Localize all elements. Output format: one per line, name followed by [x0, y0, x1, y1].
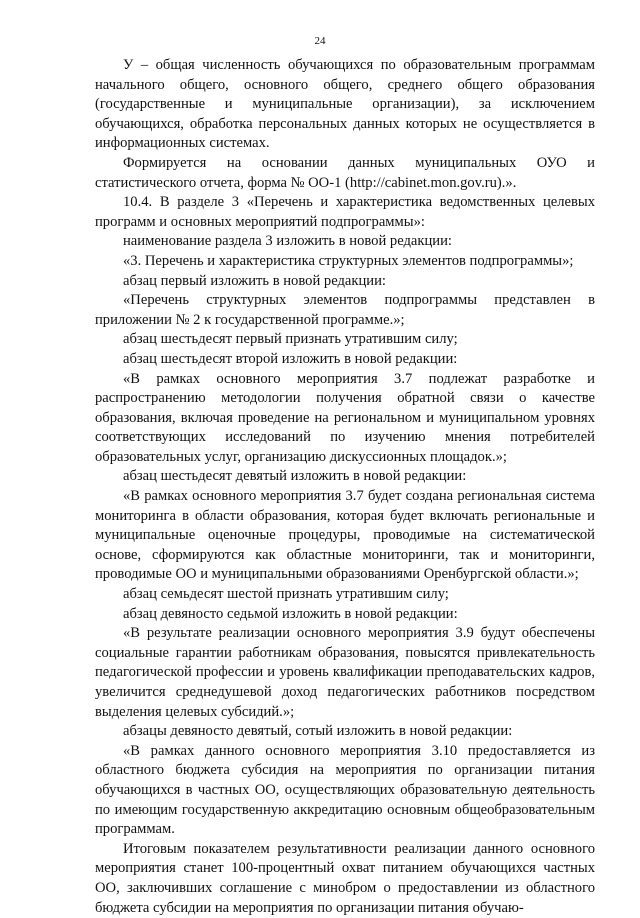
paragraph: 10.4. В разделе 3 «Перечень и характеристика ведомственных целевых программ и основных мероприятий подпрограммы»:	[95, 194, 595, 230]
paragraph: «В рамках основного мероприятия 3.7 будет создана региональная система мониторинга в области образования, которая будет включать региональные и муниципальные оценочные процедуры, проводимые на систематической основе, сформируются как областные мониторинги, так и мониторинги, проводимые ОО и муниципальными образованиями Оренбургской области.»;	[95, 488, 595, 583]
paragraph: наименование раздела 3 изложить в новой редакции:	[123, 233, 452, 250]
paragraph: У – общая численность обучающихся по образовательным программам начального общего, основного общего, среднего общего образования (государственные и муниципальные организации), за исключением обучающихся, обработка персональных данных которых не осуществляется в информационных системах.	[95, 57, 595, 152]
paragraph: абзац шестьдесят первый признать утратившим силу;	[123, 331, 458, 348]
paragraph: «В рамках данного основного мероприятия 3.10 предоставляется из областного бюджета субсидия на мероприятия по организации питания обучающихся в частных ОО, осуществляющих образовательную деятельность по имеющим государственную аккредитацию основным общеобразовательным программам.	[95, 742, 595, 838]
paragraph: «3. Перечень и характеристика структурных элементов подпрограммы»;	[123, 252, 574, 269]
paragraph: абзац шестьдесят девятый изложить в новой редакции:	[123, 468, 467, 485]
paragraph: абзацы девяносто девятый, сотый изложить в новой редакции:	[123, 723, 513, 740]
paragraph: «В результате реализации основного мероприятия 3.9 будут обеспечены социальные гарантии работникам образования, повысятся привлекательность педагогической профессии и уровень квалификации преподавательских кадров, увеличится среднедушевой доход педагогических работников посредством выделения целевых субсидий.»;	[95, 625, 595, 720]
paragraph: Формируется на основании данных муниципальных ОУО и статистического отчета, форма № ОО-1 (http://cabinet.mon.gov.ru).».	[95, 154, 595, 191]
document-body	[95, 56, 595, 918]
page-number: 24	[314, 35, 326, 47]
paragraph: абзац шестьдесят второй изложить в новой редакции:	[123, 350, 458, 367]
paragraph: Итоговым показателем результативности реализации данного основного мероприятия станет 100-процентный охват питанием обучающихся частных ОО, заключивших соглашение с минобром о предоставлении из областного бюджета субсидии на мероприятия по организации питания обучаю-	[95, 840, 595, 916]
paragraph: абзац девяносто седьмой изложить в новой редакции:	[123, 605, 458, 622]
paragraph: «Перечень структурных элементов подпрограммы представлен в приложении № 2 к государственной программе.»;	[95, 292, 595, 328]
paragraph: «В рамках основного мероприятия 3.7 подлежат разработке и распространению методологии получения обратной связи о качестве образования, включая проведение на региональном и муниципальном уровнях соответствующих исследований по изучению мнения потребителей образовательных услуг, организацию дискуссионных площадок.»;	[95, 370, 595, 465]
paragraph: абзац первый изложить в новой редакции:	[123, 272, 386, 289]
paragraph: абзац семьдесят шестой признать утратившим силу;	[123, 586, 449, 603]
